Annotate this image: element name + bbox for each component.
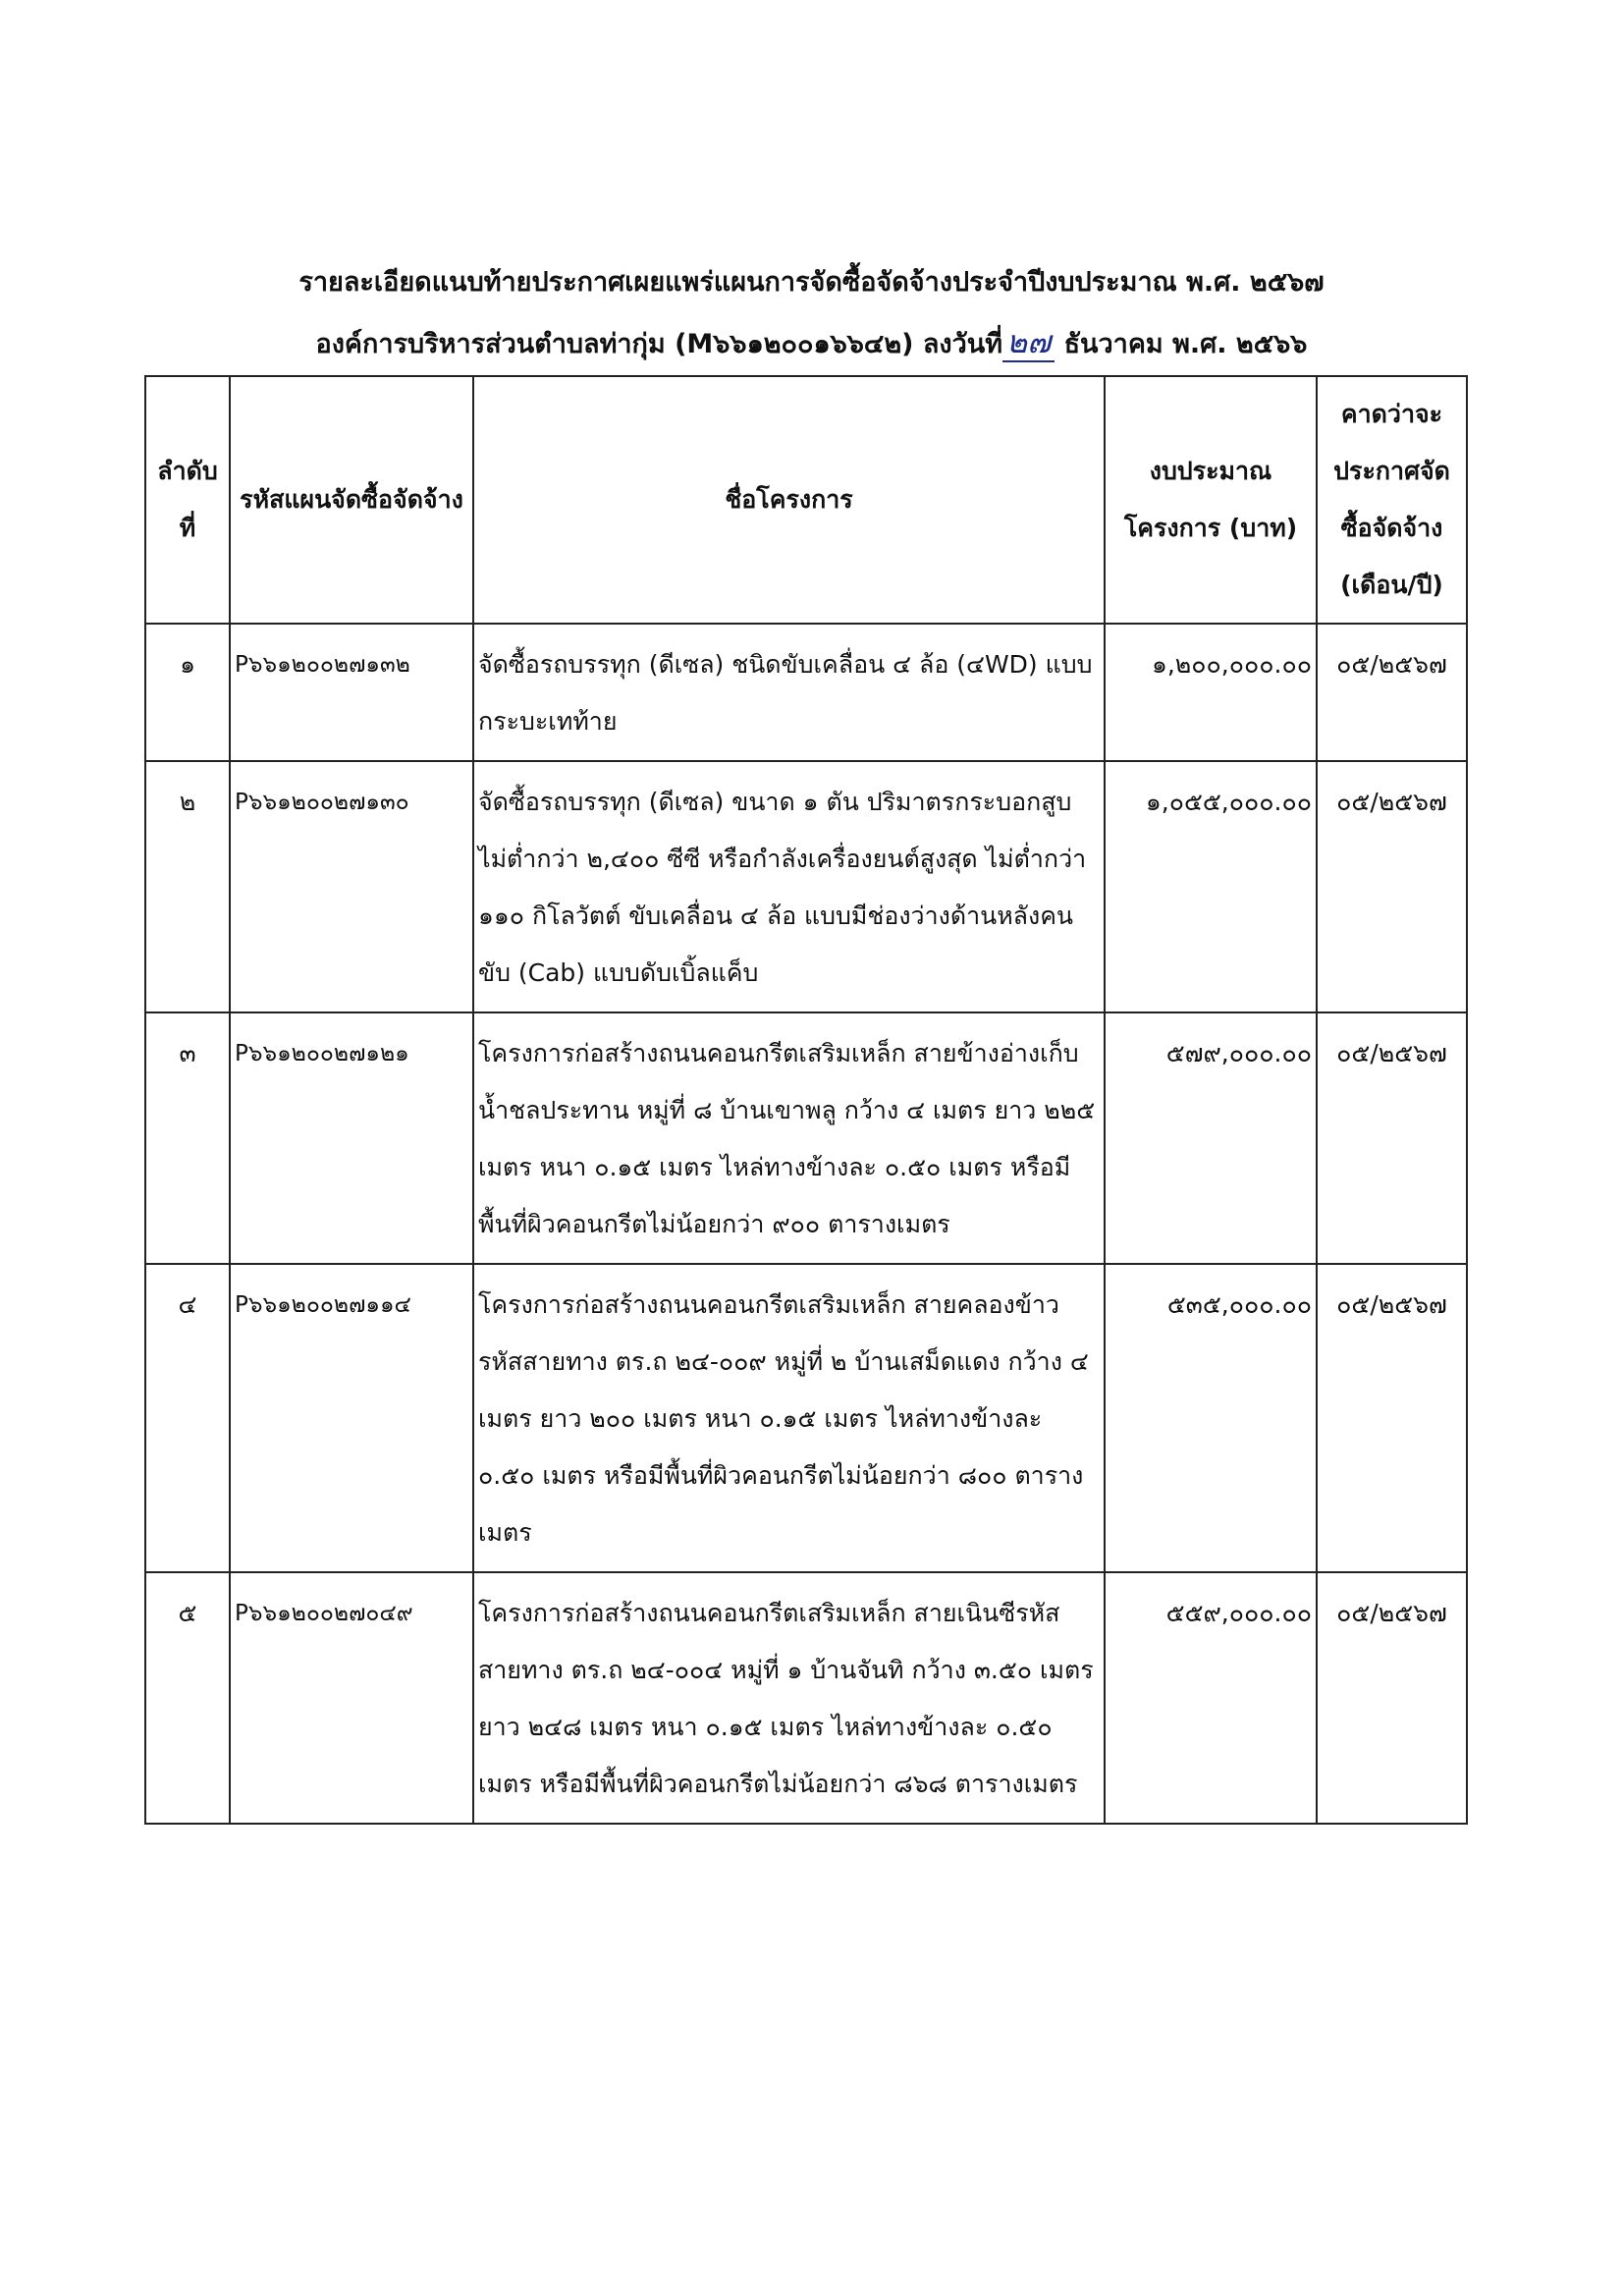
row-plan-code: P๖๖๑๒๐๐๒๗๑๓๒ — [230, 624, 473, 761]
table-row — [145, 1012, 1467, 1264]
column-header-code: รหัสแผนจัดซื้อจัดจ้าง — [230, 376, 473, 624]
row-announce-month: ๐๕/๒๕๖๗ — [1317, 1264, 1467, 1572]
column-header-month: คาดว่าจะประกาศจัดซื้อจัดจ้าง (เดือน/ปี) — [1317, 376, 1467, 624]
column-header-name: ชื่อโครงการ — [473, 376, 1105, 624]
table-row — [145, 761, 1467, 1012]
table-row — [145, 1264, 1467, 1572]
document-subtitle — [0, 322, 1623, 364]
subtitle-prefix: องค์การบริหารส่วนตำบลท่ากุ่ม (M๖๖๑๒๐๐๑๖๖๔๒) ลงวันที่ — [315, 329, 1002, 359]
column-header-seq: ลำดับที่ — [145, 376, 230, 624]
table-row — [145, 624, 1467, 761]
row-project-name: โครงการก่อสร้างถนนคอนกรีตเสริมเหล็ก สายข้างอ่างเก็บน้ำชลประทาน หมู่ที่ ๘ บ้านเขาพลู กว้าง ๔ เมตร ยาว ๒๒๕ เมตร หนา ๐.๑๕ เมตร ไหล่ทางข้างละ ๐.๕๐ เมตร หรือมีพื้นที่ผิวคอนกรีตไม่น้อยกว่า ๙๐๐ ตารางเมตร — [473, 1012, 1105, 1264]
column-header-budget: งบประมาณโครงการ (บาท) — [1105, 376, 1317, 624]
row-budget: ๕๕๙,๐๐๐.๐๐ — [1105, 1572, 1317, 1824]
row-project-name: โครงการก่อสร้างถนนคอนกรีตเสริมเหล็ก สายคลองข้าว รหัสสายทาง ตร.ถ ๒๔-๐๐๙ หมู่ที่ ๒ บ้านเสม็ดแดง กว้าง ๔ เมตร ยาว ๒๐๐ เมตร หนา ๐.๑๕ เมตร ไหล่ทางข้างละ ๐.๕๐ เมตร หรือมีพื้นที่ผิวคอนกรีตไม่น้อยกว่า ๘๐๐ ตารางเมตร — [473, 1264, 1105, 1572]
row-project-name: จัดซื้อรถบรรทุก (ดีเซล) ขนาด ๑ ตัน ปริมาตรกระบอกสูบไม่ต่ำกว่า ๒,๔๐๐ ซีซี หรือกำลังเครื่องยนต์สูงสุด ไม่ต่ำกว่า ๑๑๐ กิโลวัตต์ ขับเคลื่อน ๔ ล้อ แบบมีช่องว่างด้านหลังคนขับ (Cab) แบบดับเบิ้ลแค็บ — [473, 761, 1105, 1012]
row-project-name: โครงการก่อสร้างถนนคอนกรีตเสริมเหล็ก สายเนินซีรหัสสายทาง ตร.ถ ๒๔-๐๐๔ หมู่ที่ ๑ บ้านจันทิ กว้าง ๓.๕๐ เมตร ยาว ๒๔๘ เมตร หนา ๐.๑๕ เมตร ไหล่ทางข้างละ ๐.๕๐ เมตร หรือมีพื้นที่ผิวคอนกรีตไม่น้อยกว่า ๘๖๘ ตารางเมตร — [473, 1572, 1105, 1824]
row-budget: ๑,๐๕๕,๐๐๐.๐๐ — [1105, 761, 1317, 1012]
subtitle-suffix: ธันวาคม พ.ศ. ๒๕๖๖ — [1063, 329, 1308, 359]
row-budget: ๕๓๕,๐๐๐.๐๐ — [1105, 1264, 1317, 1572]
row-plan-code: P๖๖๑๒๐๐๒๗๑๑๔ — [230, 1264, 473, 1572]
row-budget: ๑,๒๐๐,๐๐๐.๐๐ — [1105, 624, 1317, 761]
procurement-plan-table — [144, 375, 1468, 1825]
row-budget: ๕๗๙,๐๐๐.๐๐ — [1105, 1012, 1317, 1264]
row-plan-code: P๖๖๑๒๐๐๒๗๑๓๐ — [230, 761, 473, 1012]
row-seq: ๒ — [145, 761, 230, 1012]
row-seq: ๓ — [145, 1012, 230, 1264]
table-header-row — [145, 376, 1467, 624]
row-announce-month: ๐๕/๒๕๖๗ — [1317, 1572, 1467, 1824]
row-announce-month: ๐๕/๒๕๖๗ — [1317, 1012, 1467, 1264]
row-seq: ๔ — [145, 1264, 230, 1572]
handwritten-day: ๒๗ — [1002, 323, 1055, 362]
row-seq: ๑ — [145, 624, 230, 761]
row-plan-code: P๖๖๑๒๐๐๒๗๑๒๑ — [230, 1012, 473, 1264]
table-row — [145, 1572, 1467, 1824]
row-announce-month: ๐๕/๒๕๖๗ — [1317, 624, 1467, 761]
row-seq: ๕ — [145, 1572, 230, 1824]
row-project-name: จัดซื้อรถบรรทุก (ดีเซล) ชนิดขับเคลื่อน ๔ ล้อ (๔WD) แบบกระบะเทท้าย — [473, 624, 1105, 761]
document-title: รายละเอียดแนบท้ายประกาศเผยแพร่แผนการจัดซื้อจัดจ้างประจำปีงบประมาณ พ.ศ. ๒๕๖๗ — [298, 267, 1325, 298]
row-announce-month: ๐๕/๒๕๖๗ — [1317, 761, 1467, 1012]
row-plan-code: P๖๖๑๒๐๐๒๗๐๔๙ — [230, 1572, 473, 1824]
